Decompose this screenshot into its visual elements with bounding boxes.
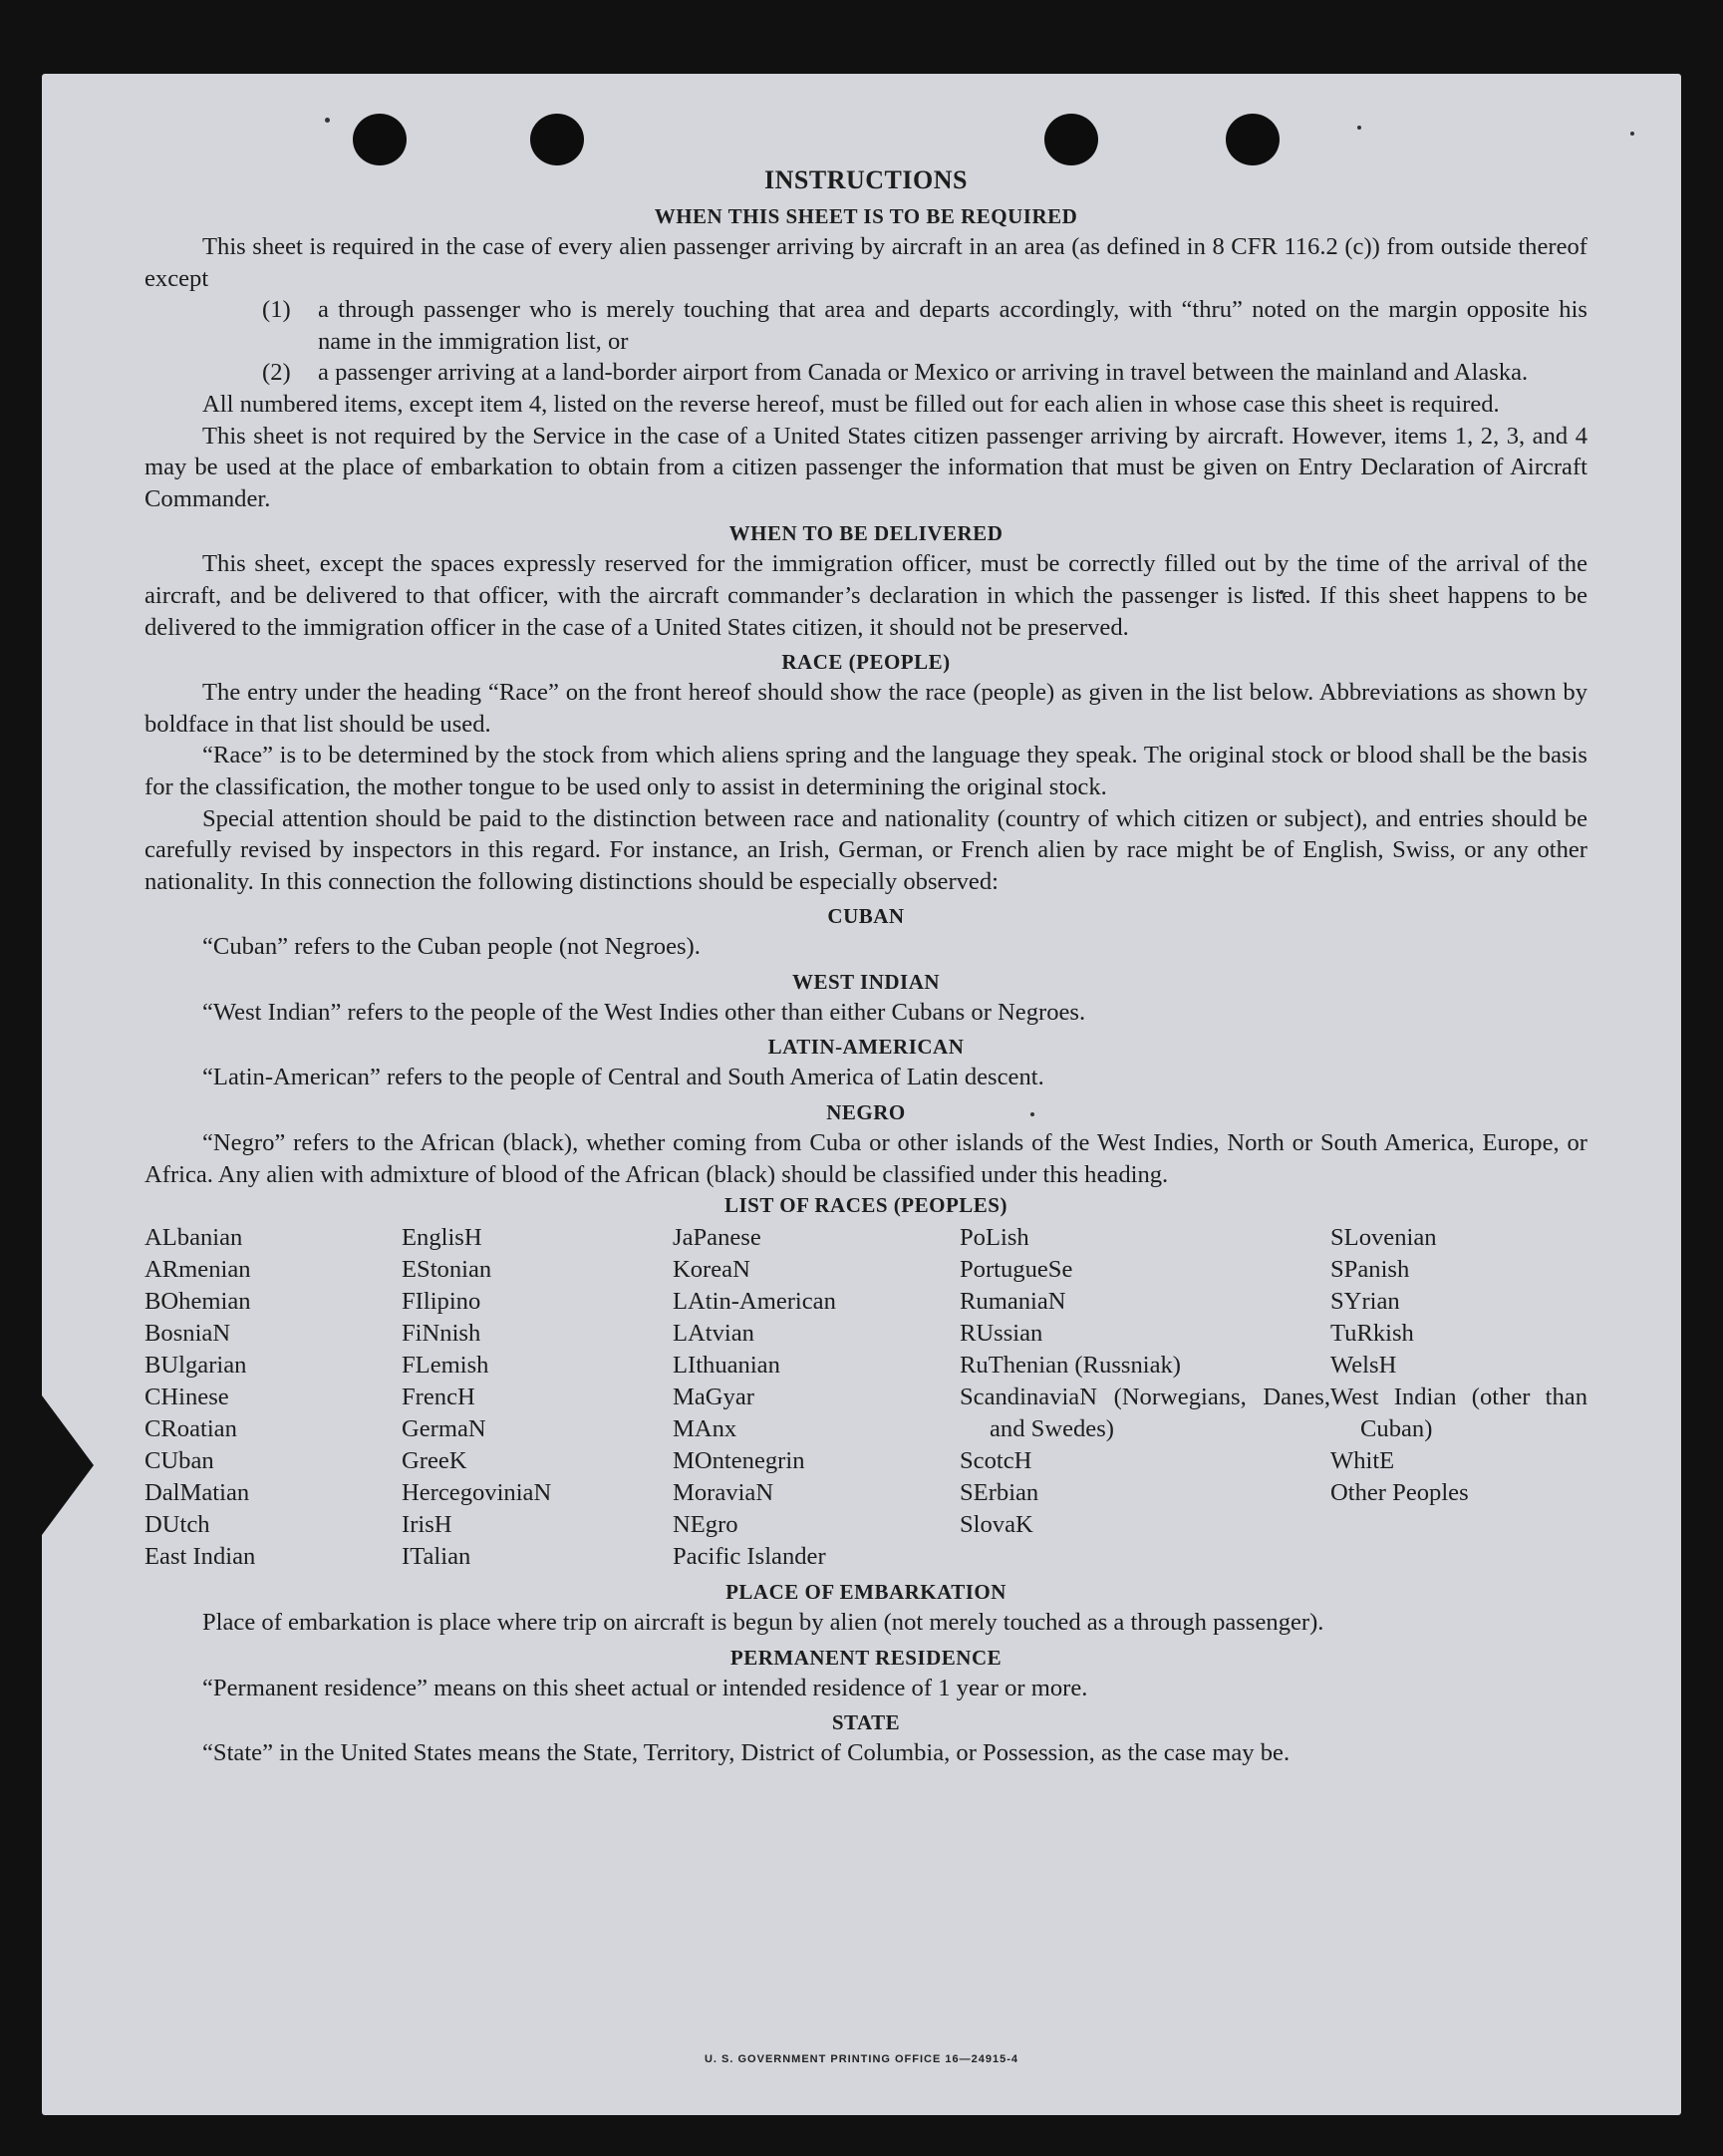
list-number: (2) <box>262 359 291 387</box>
races-column <box>402 1222 673 1573</box>
race-entry: CUban <box>144 1447 214 1475</box>
heading-cuban: CUBAN <box>827 904 905 929</box>
paragraph: “Latin-American” refers to the people of Central and South America of Latin descent. <box>202 1064 1044 1091</box>
paragraph: This sheet is required in the case of every alien passenger arriving by aircraft in an area (as defined in 8 CFR 116.2 (c)) from outside thereof except <box>144 233 1587 292</box>
instructions-body <box>144 163 1587 1769</box>
race-entry: BUlgarian <box>144 1352 247 1380</box>
races-column <box>144 1222 402 1573</box>
heading-latin-american: LATIN-AMERICAN <box>767 1035 965 1060</box>
paragraph: Place of embarkation is place where trip on aircraft is begun by alien (not merely touched as a through passenger). <box>202 1609 1324 1637</box>
race-entry: Pacific Islander <box>673 1543 826 1571</box>
race-entry: DalMatian <box>144 1479 250 1507</box>
race-entry: WelsH <box>1330 1352 1397 1380</box>
race-entry: RumaniaN <box>960 1288 1066 1316</box>
races-column <box>960 1222 1330 1573</box>
race-entry: FIlipino <box>402 1288 481 1316</box>
race-entry: MOntenegrin <box>673 1447 805 1475</box>
race-entry: LAtvian <box>673 1320 754 1348</box>
heading-state: STATE <box>831 1710 901 1735</box>
races-group <box>1330 1445 1587 1509</box>
speck <box>325 118 330 123</box>
race-entry: EStonian <box>402 1256 492 1284</box>
heading-when-delivered: WHEN TO BE DELIVERED <box>728 521 1004 546</box>
paragraph: All numbered items, except item 4, listed on the reverse hereof, must be filled out for each alien in whose case this sheet is required. <box>202 390 1500 418</box>
heading-permanent-residence: PERMANENT RESIDENCE <box>729 1645 1003 1670</box>
heading-list-of-races: LIST OF RACES (PEOPLES) <box>724 1193 1007 1218</box>
race-entry: CRoatian <box>144 1415 237 1443</box>
speck <box>1630 132 1634 136</box>
race-entry: EnglisH <box>402 1224 482 1252</box>
races-group <box>960 1222 1330 1382</box>
paragraph: “Race” is to be determined by the stock from which aliens spring and the language they speak. The original stock or blood shall be the basis for the classification, the mother tongue to be used only to assist in determining the original stock. <box>144 742 1587 800</box>
paragraph: “Permanent residence” means on this sheet actual or intended residence of 1 year or more. <box>202 1674 1088 1701</box>
race-entry: MaGyar <box>673 1384 754 1411</box>
paragraph: The entry under the heading “Race” on the front hereof should show the race (people) as given in the list below. Abbreviations as shown by boldface in that list should be used. <box>144 679 1587 738</box>
race-entry: KoreaN <box>673 1256 750 1284</box>
punch-hole <box>1044 114 1098 165</box>
race-entry: ITalian <box>402 1543 471 1571</box>
race-entry: SErbian <box>960 1479 1039 1507</box>
race-entry: RUssian <box>960 1320 1043 1348</box>
heading-race: RACE (PEOPLE) <box>781 650 951 675</box>
race-entry: SPanish <box>1330 1256 1410 1284</box>
race-entry: ScandinaviaN (Norwegians, Danes, and Swedes) <box>960 1384 1330 1443</box>
paragraph: “Cuban” refers to the Cuban people (not Negroes). <box>202 933 701 961</box>
race-entry: MoraviaN <box>673 1479 774 1507</box>
race-entry: ARmenian <box>144 1256 251 1284</box>
heading-negro: NEGRO <box>826 1100 906 1125</box>
paragraph: This sheet is not required by the Service in the case of a United States citizen passenger arriving by aircraft. However, items 1, 2, 3, and 4 may be used at the place of embarkation to obtain from a citizen passenger the information that must be given on Entry Declaration of Aircraft Commander. <box>144 422 1587 512</box>
race-entry: CHinese <box>144 1384 229 1411</box>
race-entry: TuRkish <box>1330 1320 1414 1348</box>
race-entry: NEgro <box>673 1511 738 1539</box>
race-entry: SLovenian <box>1330 1224 1437 1252</box>
race-entry: JaPanese <box>673 1224 761 1252</box>
race-entry: LIthuanian <box>673 1352 780 1380</box>
list-item <box>262 294 1587 357</box>
race-entry: BosniaN <box>144 1320 231 1348</box>
paragraph: “West Indian” refers to the people of the West Indies other than either Cubans or Negroes. <box>202 998 1086 1026</box>
race-entry: RuThenian (Russniak) <box>960 1352 1181 1380</box>
race-entry: SYrian <box>1330 1288 1400 1316</box>
paragraph: This sheet, except the spaces expressly reserved for the immigration officer, must be correctly filled out by the time of the arrival of the aircraft, and be delivered to that officer, with the aircraft commander’s declaration in which the passenger is listed. If this sheet happens to be delivered to the immigration officer in the case of a United States citizen, it should not be preserved. <box>144 550 1587 641</box>
punch-hole <box>1226 114 1280 165</box>
speck <box>1357 126 1361 130</box>
race-entry: MAnx <box>673 1415 737 1443</box>
printer-imprint: U. S. GOVERNMENT PRINTING OFFICE 16—24915-4 <box>704 2053 1018 2065</box>
page-title: INSTRUCTIONS <box>764 165 968 194</box>
paragraph: Special attention should be paid to the distinction between race and nationality (country of which citizen or subject), and entries should be carefully revised by inspectors in this regard. For instance, an Irish, German, or French alien by race might be of English, Swiss, or any other nationality. In this connection the following distinctions should be especially observed: <box>144 804 1587 895</box>
race-entry: HercegoviniaN <box>402 1479 552 1507</box>
list-text: a through passenger who is merely touching that area and departs accordingly, with “thru” noted on the margin opposite his name in the immigration list, or <box>318 296 1587 355</box>
races-list <box>144 1222 1587 1573</box>
list-number: (1) <box>262 296 291 324</box>
punch-hole <box>530 114 584 165</box>
paragraph: “State” in the United States means the State, Territory, District of Columbia, or Possession, as the case may be. <box>202 1739 1291 1767</box>
race-entry: FLemish <box>402 1352 489 1380</box>
race-entry: SlovaK <box>960 1511 1033 1539</box>
race-entry: Other Peoples <box>1330 1479 1469 1507</box>
race-entry: BOhemian <box>144 1288 251 1316</box>
binder-clip-shadow <box>42 1395 94 1535</box>
list-item <box>262 357 1587 389</box>
list-text: a passenger arriving at a land-border airport from Canada or Mexico or arriving in travel between the mainland and Alaska. <box>318 359 1529 387</box>
race-entry: LAtin-American <box>673 1288 836 1316</box>
race-entry: GermaN <box>402 1415 486 1443</box>
race-entry: GreeK <box>402 1447 467 1475</box>
race-entry: ScotcH <box>960 1447 1032 1475</box>
races-column <box>1330 1222 1587 1573</box>
race-entry: FiNnish <box>402 1320 481 1348</box>
races-column <box>673 1222 960 1573</box>
heading-when-required: WHEN THIS SHEET IS TO BE REQUIRED <box>654 204 1078 228</box>
race-entry: PortugueSe <box>960 1256 1073 1284</box>
heading-west-indian: WEST INDIAN <box>791 969 941 994</box>
races-group <box>960 1445 1330 1541</box>
race-entry: PoLish <box>960 1224 1029 1252</box>
race-entry: WhitE <box>1330 1447 1395 1475</box>
race-entry: West Indian (other than Cuban) <box>1330 1384 1587 1443</box>
race-entry: ALbanian <box>144 1224 243 1252</box>
race-entry: FrencH <box>402 1384 475 1411</box>
punch-hole <box>353 114 407 165</box>
heading-embarkation: PLACE OF EMBARKATION <box>725 1580 1006 1605</box>
race-entry: IrisH <box>402 1511 452 1539</box>
race-entry: East Indian <box>144 1543 256 1571</box>
races-group <box>1330 1222 1587 1382</box>
race-entry: DUtch <box>144 1511 210 1539</box>
paragraph: “Negro” refers to the African (black), whether coming from Cuba or other islands of the West Indies, North or South America, Europe, or Africa. Any alien with admixture of blood of the African (black) should be classified under this heading. <box>144 1129 1587 1188</box>
